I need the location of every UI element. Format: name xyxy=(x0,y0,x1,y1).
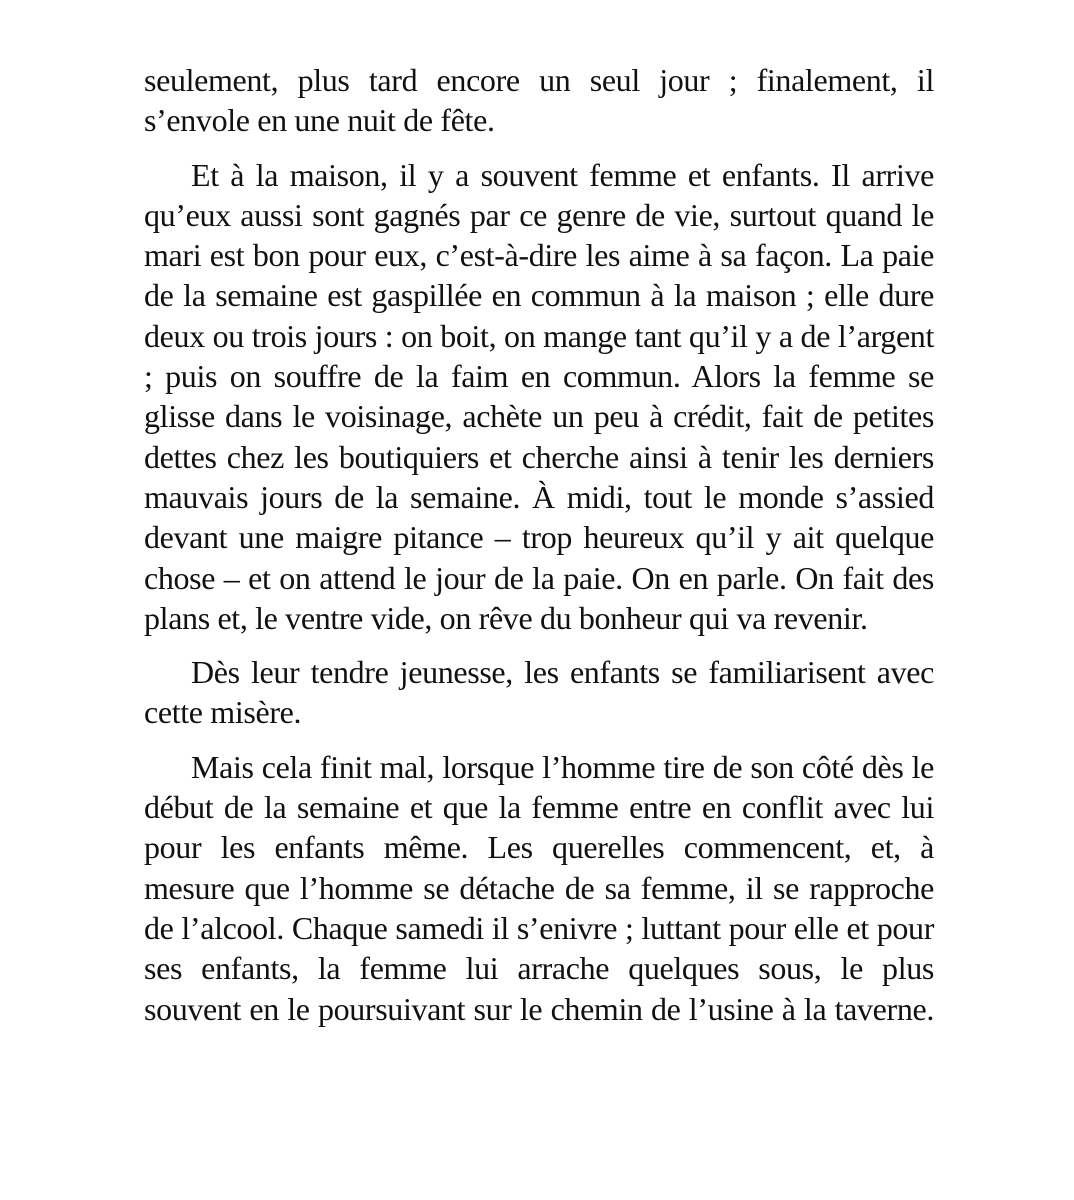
book-page-text xyxy=(144,60,934,1043)
paragraph-home-life: Et à la maison, il y a souvent femme et enfants. Il arrive qu’eux aussi sont gagnés par ce genre de vie, surtout quand le mari est bon pour eux, c’est-à-dire les aime à sa façon. La paie de la semaine est gaspillée en commun à la maison ; elle dure deux ou trois jours : on boit, on mange tant qu’il y a de l’argent ; puis on souffre de la faim en commun. Alors la femme se glisse dans le voisinage, achète un peu à crédit, fait de petites dettes chez les boutiquiers et cherche ainsi à tenir les derniers mauvais jours de la semaine. À midi, tout le monde s’assied devant une maigre pitance – trop heureux qu’il y ait quelque chose – et on attend le jour de la paie. On en parle. On fait des plans et, le ventre vide, on rêve du bonheur qui va revenir. xyxy=(144,156,934,636)
paragraph-continuation: seulement, plus tard encore un seul jour ; finalement, il s’envole en une nuit de fête. xyxy=(144,62,934,139)
paragraph-children-misery: Dès leur tendre jeunesse, les enfants se familiarisent avec cette misère. xyxy=(144,654,934,731)
paragraph-conflict: Mais cela finit mal, lorsque l’homme tire de son côté dès le début de la semaine et que la femme entre en conflit avec lui pour les enfants même. Les querelles commencent, et, à mesure que l’homme se détache de sa femme, il se rapproche de l’alcool. Chaque samedi il s’enivre ; luttant pour elle et pour ses enfants, la femme lui arrache quelques sous, le plus souvent en le poursuivant sur le chemin de l’usine à la taverne. xyxy=(144,748,934,1027)
